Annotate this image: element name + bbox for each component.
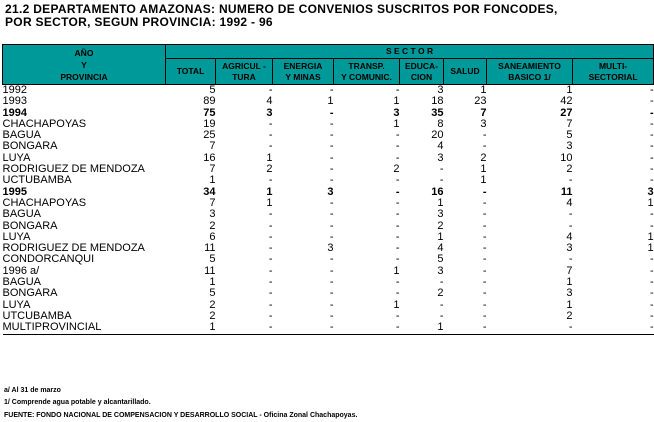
cell-value: - bbox=[329, 117, 334, 130]
cell-value: 3 bbox=[266, 106, 273, 119]
cell-value: 1 bbox=[647, 230, 654, 243]
cell-value: - bbox=[395, 219, 400, 232]
row-label: 1993 bbox=[2, 95, 27, 108]
table-row bbox=[3, 266, 654, 277]
table-row bbox=[3, 322, 654, 334]
cell-value: 8 bbox=[437, 117, 444, 130]
table-row bbox=[3, 130, 654, 141]
cell-value: - bbox=[395, 253, 400, 266]
cell-value: 1 bbox=[566, 84, 573, 96]
cell-value: 1 bbox=[437, 230, 444, 243]
cell-value: 5 bbox=[437, 253, 444, 266]
cell-value: - bbox=[216, 322, 273, 334]
cell-value: 7 bbox=[480, 106, 487, 119]
cell-value: - bbox=[329, 151, 334, 164]
cell-value: - bbox=[329, 106, 334, 119]
cell-value: 16 bbox=[203, 151, 216, 164]
cell-value: - bbox=[268, 230, 273, 243]
cell-value: 3 bbox=[327, 185, 334, 198]
cell-value: - bbox=[395, 287, 400, 300]
table-row bbox=[3, 209, 654, 220]
cell-value: - bbox=[268, 129, 273, 142]
cell-value: - bbox=[329, 298, 334, 311]
column-header-2: ENERGIA Y MINAS bbox=[273, 59, 334, 85]
cell-value: - bbox=[649, 151, 654, 164]
cell-value: - bbox=[482, 287, 487, 300]
table-row bbox=[3, 198, 654, 209]
cell-value: - bbox=[268, 298, 273, 311]
cell-value: - bbox=[334, 322, 400, 334]
column-header-5: SALUD bbox=[444, 59, 487, 85]
cell-value: 5 bbox=[566, 129, 573, 142]
cell-value: - bbox=[482, 309, 487, 322]
cell-value: - bbox=[573, 322, 654, 334]
cell-value: 1 bbox=[393, 117, 400, 130]
cell-value: - bbox=[329, 309, 334, 322]
cell-value: - bbox=[329, 287, 334, 300]
cell-value: - bbox=[329, 219, 334, 232]
cell-value: 2 bbox=[437, 287, 444, 300]
column-header-6: SANEAMIENTO BASICO 1/ bbox=[487, 59, 573, 85]
cell-value: - bbox=[568, 208, 573, 221]
cell-value: - bbox=[395, 84, 400, 96]
cell-value: 16 bbox=[431, 185, 444, 198]
data-table bbox=[2, 44, 654, 335]
cell-value: 25 bbox=[203, 129, 216, 142]
cell-value: 3 bbox=[393, 106, 400, 119]
cell-value: - bbox=[329, 140, 334, 153]
cell-value: - bbox=[482, 129, 487, 142]
cell-value: - bbox=[268, 253, 273, 266]
cell-value: - bbox=[395, 230, 400, 243]
cell-value: 20 bbox=[431, 129, 444, 142]
table-row bbox=[3, 141, 654, 152]
table-row bbox=[3, 221, 654, 232]
table-row bbox=[3, 243, 654, 254]
cell-value: - bbox=[395, 196, 400, 209]
table-row bbox=[3, 288, 654, 299]
cell-value: - bbox=[268, 219, 273, 232]
cell-value: 42 bbox=[560, 95, 573, 108]
cell-value: - bbox=[439, 309, 444, 322]
cell-value: - bbox=[395, 174, 400, 187]
cell-value: 4 bbox=[437, 242, 444, 255]
cell-value: - bbox=[439, 276, 444, 289]
table-row bbox=[3, 164, 654, 175]
cell-value: 3 bbox=[327, 242, 334, 255]
row-label: 1996 a/ bbox=[2, 264, 40, 277]
cell-value: - bbox=[395, 129, 400, 142]
cell-value: - bbox=[568, 253, 573, 266]
cell-value: - bbox=[268, 117, 273, 130]
cell-value: - bbox=[329, 276, 334, 289]
cell-value: 3 bbox=[209, 208, 216, 221]
cell-value: - bbox=[649, 117, 654, 130]
cell-value: 2 bbox=[566, 309, 573, 322]
cell-value: 1 bbox=[566, 276, 573, 289]
cell-value: 7 bbox=[209, 140, 216, 153]
cell-value: - bbox=[329, 129, 334, 142]
cell-value: 7 bbox=[566, 264, 573, 277]
cell-value: 1 bbox=[266, 185, 273, 198]
header-year-province: AÑO Y PROVINCIA bbox=[3, 45, 166, 85]
cell-value: - bbox=[439, 163, 444, 176]
cell-value: 2 bbox=[480, 151, 487, 164]
cell-value: - bbox=[649, 264, 654, 277]
row-label: LUYA bbox=[2, 230, 31, 243]
row-label: RODRIGUEZ DE MENDOZA bbox=[2, 242, 145, 255]
cell-value: - bbox=[482, 242, 487, 255]
cell-value: 1 bbox=[209, 276, 216, 289]
cell-value: 4 bbox=[266, 95, 273, 108]
cell-value: - bbox=[649, 95, 654, 108]
cell-value: - bbox=[482, 185, 487, 198]
cell-value: 1 bbox=[393, 298, 400, 311]
table-row bbox=[3, 119, 654, 130]
cell-value: - bbox=[329, 163, 334, 176]
row-label: CHACHAPOYAS bbox=[2, 117, 87, 130]
cell-value: - bbox=[482, 219, 487, 232]
cell-value: - bbox=[482, 230, 487, 243]
cell-value: - bbox=[395, 208, 400, 221]
source-note: FUENTE: FONDO NACIONAL DE COMPENSACION Y DESARROLLO SOCIAL - Oficina Zonal Chachapoyas. bbox=[4, 412, 358, 419]
cell-value: 1 bbox=[566, 298, 573, 311]
cell-value: - bbox=[329, 253, 334, 266]
column-header-1: AGRICUL - TURA bbox=[216, 59, 273, 85]
cell-value: - bbox=[649, 140, 654, 153]
cell-value: - bbox=[329, 208, 334, 221]
cell-value: - bbox=[439, 298, 444, 311]
cell-value: 1 bbox=[209, 174, 216, 187]
cell-value: 1 bbox=[393, 264, 400, 277]
cell-value: - bbox=[482, 208, 487, 221]
header-sector: S E C T O R bbox=[166, 45, 654, 59]
column-header-0: TOTAL bbox=[166, 59, 216, 85]
cell-value: - bbox=[268, 140, 273, 153]
table-row bbox=[3, 300, 654, 311]
row-label: MULTIPROVINCIAL bbox=[3, 322, 166, 334]
cell-value: 1 bbox=[647, 196, 654, 209]
cell-value: - bbox=[329, 230, 334, 243]
cell-value: - bbox=[649, 163, 654, 176]
row-label: 1992 bbox=[2, 84, 27, 96]
row-label: BAGUA bbox=[2, 129, 42, 142]
cell-value: 18 bbox=[431, 95, 444, 108]
cell-value: - bbox=[649, 174, 654, 187]
table-row bbox=[3, 277, 654, 288]
cell-value: 11 bbox=[204, 242, 216, 255]
cell-value: 1 bbox=[327, 95, 334, 108]
column-header-4: EDUCA- CION bbox=[400, 59, 444, 85]
cell-value: 75 bbox=[203, 106, 216, 119]
cell-value: - bbox=[482, 140, 487, 153]
cell-value: 2 bbox=[209, 309, 216, 322]
cell-value: - bbox=[482, 196, 487, 209]
cell-value: 3 bbox=[480, 117, 487, 130]
cell-value: - bbox=[649, 129, 654, 142]
row-label: LUYA bbox=[2, 298, 31, 311]
column-header-7: MULTI- SECTORIAL bbox=[573, 59, 654, 85]
cell-value: 4 bbox=[566, 196, 573, 209]
cell-value: - bbox=[329, 84, 334, 96]
cell-value: 3 bbox=[566, 242, 573, 255]
cell-value: - bbox=[444, 322, 487, 334]
cell-value: - bbox=[568, 174, 573, 187]
row-label: BAGUA bbox=[2, 276, 42, 289]
cell-value: - bbox=[439, 174, 444, 187]
cell-value: 23 bbox=[474, 95, 487, 108]
cell-value: - bbox=[649, 309, 654, 322]
cell-value: 3 bbox=[437, 264, 444, 277]
cell-value: - bbox=[395, 140, 400, 153]
row-label: BONGARA bbox=[2, 219, 58, 232]
cell-value: - bbox=[268, 242, 273, 255]
cell-value: 4 bbox=[437, 140, 444, 153]
cell-value: 2 bbox=[266, 163, 273, 176]
cell-value: - bbox=[329, 196, 334, 209]
footnote-a: a/ Al 31 de marzo bbox=[4, 387, 61, 394]
cell-value: 3 bbox=[437, 84, 444, 96]
cell-value: 1 bbox=[266, 196, 273, 209]
cell-value: 2 bbox=[209, 298, 216, 311]
cell-value: 3 bbox=[566, 287, 573, 300]
cell-value: - bbox=[482, 264, 487, 277]
row-label: CONDORCANQUI bbox=[2, 253, 95, 266]
table-title-line1: 21.2 DEPARTAMENTO AMAZONAS: NUMERO DE CONVENIOS SUSCRITOS POR FONCODES, bbox=[5, 2, 558, 16]
cell-value: - bbox=[649, 298, 654, 311]
cell-value: - bbox=[268, 84, 273, 96]
cell-value: 2 bbox=[437, 219, 444, 232]
cell-value: 35 bbox=[431, 106, 444, 119]
cell-value: 5 bbox=[209, 84, 216, 96]
cell-value: 34 bbox=[203, 185, 216, 198]
cell-value: - bbox=[268, 264, 273, 277]
cell-value: - bbox=[395, 185, 400, 198]
cell-value: 1 bbox=[647, 242, 654, 255]
cell-value: 1 bbox=[166, 322, 216, 334]
cell-value: 5 bbox=[209, 253, 216, 266]
cell-value: 27 bbox=[560, 106, 573, 119]
cell-value: - bbox=[649, 253, 654, 266]
cell-value: - bbox=[268, 276, 273, 289]
cell-value: 2 bbox=[393, 163, 400, 176]
cell-value: 1 bbox=[480, 163, 487, 176]
cell-value: - bbox=[268, 287, 273, 300]
cell-value: - bbox=[395, 309, 400, 322]
row-label: BAGUA bbox=[2, 208, 42, 221]
cell-value: 1 bbox=[437, 196, 444, 209]
cell-value: 11 bbox=[560, 185, 573, 198]
column-header-3: TRANSP. Y COMUNIC. bbox=[334, 59, 400, 85]
cell-value: 7 bbox=[209, 163, 216, 176]
cell-value: - bbox=[649, 219, 654, 232]
cell-value: 7 bbox=[566, 117, 573, 130]
cell-value: - bbox=[268, 309, 273, 322]
cell-value: 3 bbox=[437, 208, 444, 221]
row-label: RODRIGUEZ DE MENDOZA bbox=[2, 163, 145, 176]
cell-value: 19 bbox=[203, 117, 216, 130]
row-label: BONGARA bbox=[2, 140, 58, 153]
cell-value: 1 bbox=[266, 151, 273, 164]
row-label: UCTUBAMBA bbox=[2, 174, 72, 187]
table-row bbox=[3, 96, 654, 107]
cell-value: - bbox=[482, 253, 487, 266]
cell-value: - bbox=[268, 208, 273, 221]
cell-value: - bbox=[649, 276, 654, 289]
table-row bbox=[3, 175, 654, 186]
cell-value: 1 bbox=[393, 95, 400, 108]
cell-value: 2 bbox=[566, 163, 573, 176]
cell-value: 1 bbox=[480, 174, 487, 187]
cell-value: - bbox=[395, 276, 400, 289]
cell-value: - bbox=[395, 151, 400, 164]
cell-value: - bbox=[649, 106, 654, 119]
cell-value: - bbox=[649, 208, 654, 221]
cell-value: 4 bbox=[566, 230, 573, 243]
cell-value: - bbox=[482, 298, 487, 311]
cell-value: - bbox=[395, 242, 400, 255]
row-label: UTCUBAMBA bbox=[2, 309, 72, 322]
cell-value: 7 bbox=[209, 196, 216, 209]
cell-value: - bbox=[649, 287, 654, 300]
cell-value: - bbox=[487, 322, 573, 334]
row-label: 1995 bbox=[2, 185, 27, 198]
cell-value: 1 bbox=[480, 84, 487, 96]
cell-value: 6 bbox=[209, 230, 216, 243]
cell-value: 3 bbox=[566, 140, 573, 153]
cell-value: 89 bbox=[203, 95, 216, 108]
row-label: 1994 bbox=[2, 106, 27, 119]
cell-value: 3 bbox=[647, 185, 654, 198]
cell-value: - bbox=[482, 276, 487, 289]
cell-value: - bbox=[649, 84, 654, 96]
footnote-1: 1/ Comprende agua potable y alcantarillado. bbox=[4, 399, 151, 406]
cell-value: 3 bbox=[437, 151, 444, 164]
cell-value: 1 bbox=[400, 322, 444, 334]
table-row bbox=[3, 187, 654, 198]
cell-value: - bbox=[329, 264, 334, 277]
cell-value: 10 bbox=[560, 151, 573, 164]
cell-value: - bbox=[329, 174, 334, 187]
cell-value: 11 bbox=[204, 264, 216, 277]
cell-value: - bbox=[568, 219, 573, 232]
cell-value: - bbox=[273, 322, 334, 334]
table-row bbox=[3, 254, 654, 265]
row-label: LUYA bbox=[2, 151, 31, 164]
row-label: CHACHAPOYAS bbox=[2, 196, 87, 209]
row-label: BONGARA bbox=[2, 287, 58, 300]
cell-value: 5 bbox=[209, 287, 216, 300]
cell-value: 2 bbox=[209, 219, 216, 232]
table-row bbox=[3, 108, 654, 119]
cell-value: - bbox=[268, 174, 273, 187]
table-title-line2: POR SECTOR, SEGUN PROVINCIA: 1992 - 96 bbox=[5, 15, 273, 29]
